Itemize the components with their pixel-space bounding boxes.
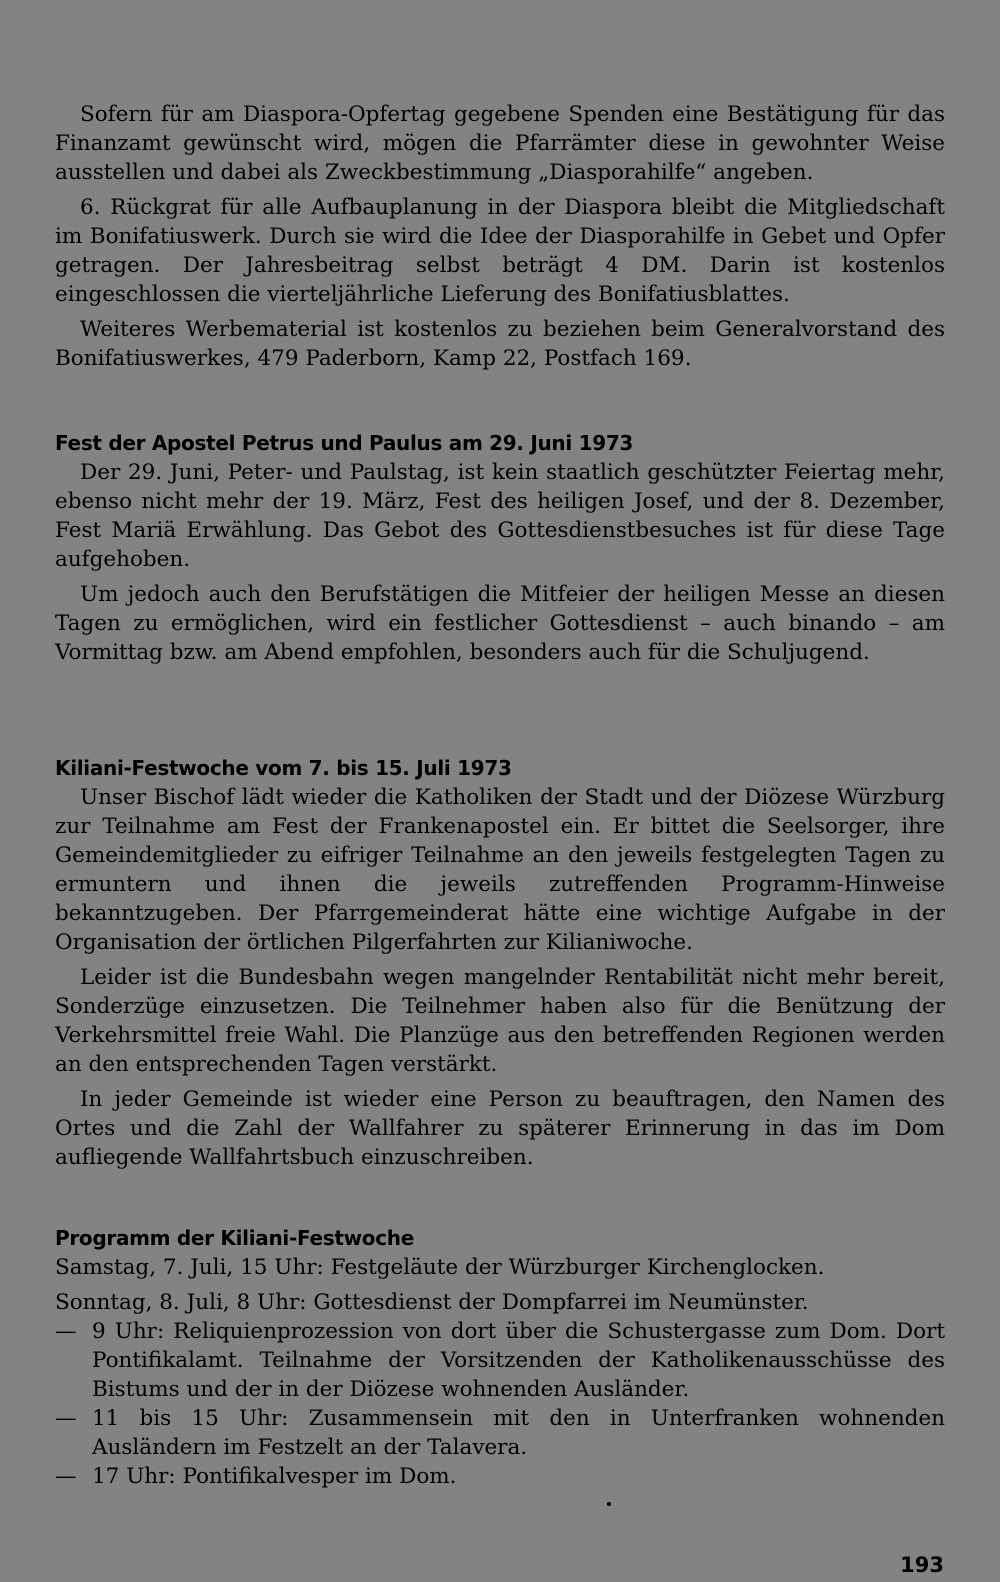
programm-item: [55, 1317, 945, 1404]
kiliani-heading: Kiliani-Festwoche vom 7. bis 15. Juli 1973: [55, 756, 512, 780]
intro-paragraph-2: 6. Rückgrat für alle Aufbauplanung in der Diaspora bleibt die Mitgliedschaft im Bonifatiuswerk. Durch sie wird die Idee der Diasporahilfe in Gebet und Opfer getragen. Der Jahresbeitrag selbst beträgt 4 DM. Darin ist kostenlos eingeschlossen die vierteljährliche Lieferung des Bonifatiusblattes.: [55, 195, 945, 307]
kiliani-paragraph-1: Unser Bischof lädt wieder die Katholiken der Stadt und der Diözese Würzburg zur Teilnahme am Fest der Frankenapostel ein. Er bittet die Seelsorger, ihre Gemeindemitglieder zu eifriger Teilnahme an den jeweils festgelegten Tagen zu ermuntern und ihnen die jeweils zutreffenden Programm-Hinweise bekanntzugeben. Der Pfarrgemeinderat hätte eine wichtige Aufgabe in der Organisation der örtlichen Pilgerfahrten zur Kilianiwoche.: [55, 785, 945, 955]
intro-section: [55, 100, 945, 373]
programm-item-text: 9 Uhr: Reliquienprozession von dort über die Schustergasse zum Dom. Dort Pontifikalamt. Teilnahme der Vorsitzenden der Katholikenausschüsse des Bistums und der in der Diözese wohnenden Ausländer.: [92, 1319, 945, 1402]
intro-paragraph-1: Sofern für am Diaspora-Opfertag gegebene Spenden eine Bestätigung für das Finanzamt gewünscht wird, mögen die Pfarrämter diese in gewohnter Weise ausstellen und dabei als Zweckbestimmung „Diasporahilfe“ angeben.: [55, 102, 945, 185]
dash-marker: —: [55, 1406, 77, 1431]
page-number: 193: [900, 1553, 944, 1577]
kiliani-section: [55, 754, 945, 1172]
programm-item: [55, 1404, 945, 1462]
intro-paragraph-3: Weiteres Werbematerial ist kostenlos zu beziehen beim Generalvorstand des Bonifatiuswerkes, 479 Paderborn, Kamp 22, Postfach 169.: [55, 317, 945, 371]
kiliani-paragraph-2: Leider ist die Bundesbahn wegen mangelnder Rentabilität nicht mehr bereit, Sonderzüge einzusetzen. Die Teilnehmer haben also für die Benützung der Verkehrsmittel freie Wahl. Die Planzüge aus den betreffenden Regionen werden an den entsprechenden Tagen verstärkt.: [55, 965, 945, 1077]
programm-item-text: 17 Uhr: Pontifikalvesper im Dom.: [92, 1464, 457, 1489]
programm-line-2: Sonntag, 8. Juli, 8 Uhr: Gottesdienst der Dompfarrei im Neumünster.: [55, 1290, 809, 1315]
kiliani-paragraph-3: In jeder Gemeinde ist wieder eine Person zu beauftragen, den Namen des Ortes und die Zahl der Wallfahrer zu späterer Erinnerung in das im Dom aufliegende Wallfahrtsbuch einzuschreiben.: [55, 1087, 945, 1170]
petrus-section: [55, 429, 945, 667]
programm-line-1: Samstag, 7. Juli, 15 Uhr: Festgeläute der Würzburger Kirchenglocken.: [55, 1255, 825, 1280]
petrus-paragraph-2: Um jedoch auch den Berufstätigen die Mitfeier der heiligen Messe an diesen Tagen zu ermöglichen, wird ein festlicher Gottesdienst – auch binando – am Vormittag bzw. am Abend empfohlen, besonders auch für die Schuljugend.: [55, 582, 945, 665]
dash-marker: —: [55, 1464, 77, 1489]
petrus-paragraph-1: Der 29. Juni, Peter- und Paulstag, ist kein staatlich geschützter Feiertag mehr, ebenso nicht mehr der 19. März, Fest des heiligen Josef, und der 8. Dezember, Fest Mariä Erwählung. Das Gebot des Gottesdienstbesuches ist für diese Tage aufgehoben.: [55, 460, 945, 572]
programm-item-text: 11 bis 15 Uhr: Zusammensein mit den in Unterfranken wohnenden Ausländern im Festzelt an der Talavera.: [92, 1406, 945, 1460]
dash-marker: —: [55, 1319, 77, 1344]
print-speck: [607, 1502, 611, 1506]
programm-section: [55, 1224, 945, 1491]
petrus-heading: Fest der Apostel Petrus und Paulus am 29. Juni 1973: [55, 431, 634, 455]
programm-item: [55, 1462, 945, 1491]
programm-heading: Programm der Kiliani-Festwoche: [55, 1226, 414, 1250]
